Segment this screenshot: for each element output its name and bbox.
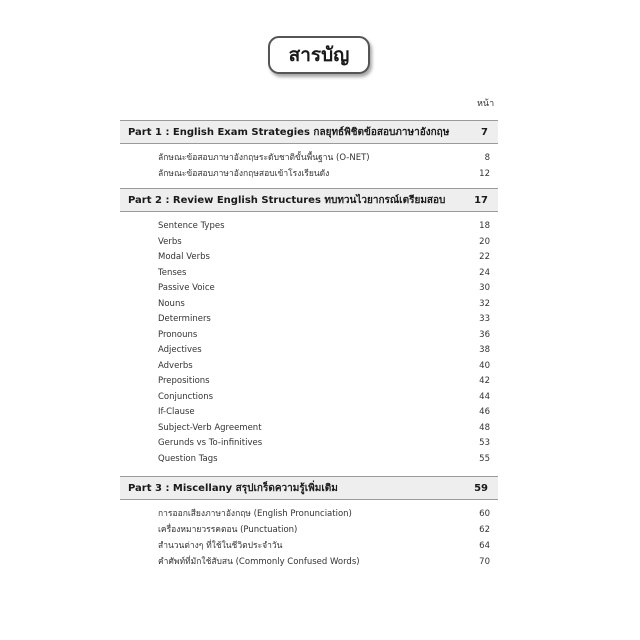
toc-entry: [158, 540, 490, 552]
toc-entry: [158, 220, 490, 232]
entry-page-number: 18: [479, 221, 490, 231]
toc-part-header: [120, 476, 498, 500]
entry-page-number: 70: [479, 557, 490, 567]
entry-label: Adjectives: [158, 345, 202, 355]
entry-label: Subject-Verb Agreement: [158, 422, 262, 433]
toc-entry: [158, 344, 490, 356]
entry-page-number: 64: [479, 541, 490, 551]
toc-entry: [158, 524, 490, 536]
entry-label: เครื่องหมายวรรคตอน (Punctuation): [158, 525, 298, 535]
toc-entry: [158, 360, 490, 372]
entry-page-number: 8: [484, 153, 490, 163]
toc-part-header: [120, 120, 498, 144]
entry-label: Conjunctions: [158, 391, 214, 402]
entry-page-number: 60: [479, 509, 490, 519]
entry-label: Gerunds vs To-infinitives: [158, 438, 263, 448]
entry-page-number: 40: [479, 360, 490, 371]
entry-label: If-Clause: [158, 407, 195, 417]
entry-label: ลักษณะข้อสอบภาษาอังกฤษสอบเข้าโรงเรียนดัง: [158, 169, 330, 179]
entry-page-number: 46: [479, 407, 490, 417]
toc-entry: [158, 391, 490, 403]
entry-page-number: 22: [479, 252, 490, 262]
entry-label: สำนวนต่างๆ ที่ใช้ในชีวิตประจำวัน: [158, 541, 283, 551]
part-page-number: 59: [474, 482, 488, 494]
toc-entry: [158, 375, 490, 387]
entry-page-number: 44: [479, 391, 490, 402]
part-page-number: 7: [481, 126, 488, 138]
part-title: Part 3 : Miscellany สรุปเกร็ดความรู้เพิ่มเติม: [128, 482, 338, 494]
toc-entry: [158, 422, 490, 434]
entry-page-number: 48: [479, 422, 490, 433]
entry-page-number: 12: [479, 169, 490, 179]
entry-label: Passive Voice: [158, 283, 215, 293]
toc-part-header: [120, 188, 498, 212]
entry-label: คำศัพท์ที่มักใช้สับสน (Commonly Confused Words): [158, 557, 360, 567]
entry-page-number: 36: [479, 329, 490, 340]
toc-entry: [158, 453, 490, 465]
entry-label: Adverbs: [158, 360, 193, 371]
toc-entry: [158, 508, 490, 520]
entry-label: Verbs: [158, 236, 182, 247]
toc-entry: [158, 251, 490, 263]
part-title: Part 2 : Review English Structures ทบทวนไวยากรณ์เตรียมสอบ: [128, 194, 446, 206]
page-column-label: หน้า: [477, 99, 495, 109]
toc-entry: [158, 406, 490, 418]
entry-page-number: 24: [479, 267, 490, 278]
entry-label: Pronouns: [158, 329, 198, 340]
toc-entry: [158, 152, 490, 164]
entry-label: Nouns: [158, 298, 185, 309]
entry-page-number: 38: [479, 345, 490, 355]
entry-page-number: 32: [479, 298, 490, 309]
entry-page-number: 33: [479, 314, 490, 324]
toc-entry: [158, 267, 490, 279]
toc-entry: [158, 437, 490, 449]
entry-label: Modal Verbs: [158, 252, 210, 262]
entry-page-number: 53: [479, 438, 490, 448]
toc-entry: [158, 282, 490, 294]
entry-label: ลักษณะข้อสอบภาษาอังกฤษระดับชาติขั้นพื้นฐาน (O-NET): [158, 153, 370, 163]
toc-entry: [158, 168, 490, 180]
entry-page-number: 55: [479, 453, 490, 464]
entry-page-number: 42: [479, 376, 490, 386]
toc-entry: [158, 236, 490, 248]
part-page-number: 17: [474, 194, 488, 206]
entry-label: Sentence Types: [158, 221, 225, 231]
entry-label: Prepositions: [158, 376, 210, 386]
entry-page-number: 30: [479, 283, 490, 293]
toc-entry: [158, 298, 490, 310]
toc-entry: [158, 556, 490, 568]
toc-entry: [158, 329, 490, 341]
entry-label: Determiners: [158, 314, 211, 324]
entry-label: การออกเสียงภาษาอังกฤษ (English Pronunciation): [158, 509, 352, 519]
part-title: Part 1 : English Exam Strategies กลยุทธ์พิชิตข้อสอบภาษาอังกฤษ: [128, 126, 450, 138]
entry-page-number: 20: [479, 236, 490, 247]
entry-label: Question Tags: [158, 453, 218, 464]
entry-label: Tenses: [158, 267, 187, 278]
toc-entry: [158, 313, 490, 325]
entry-page-number: 62: [479, 525, 490, 535]
toc-title: สารบัญ: [268, 36, 370, 74]
